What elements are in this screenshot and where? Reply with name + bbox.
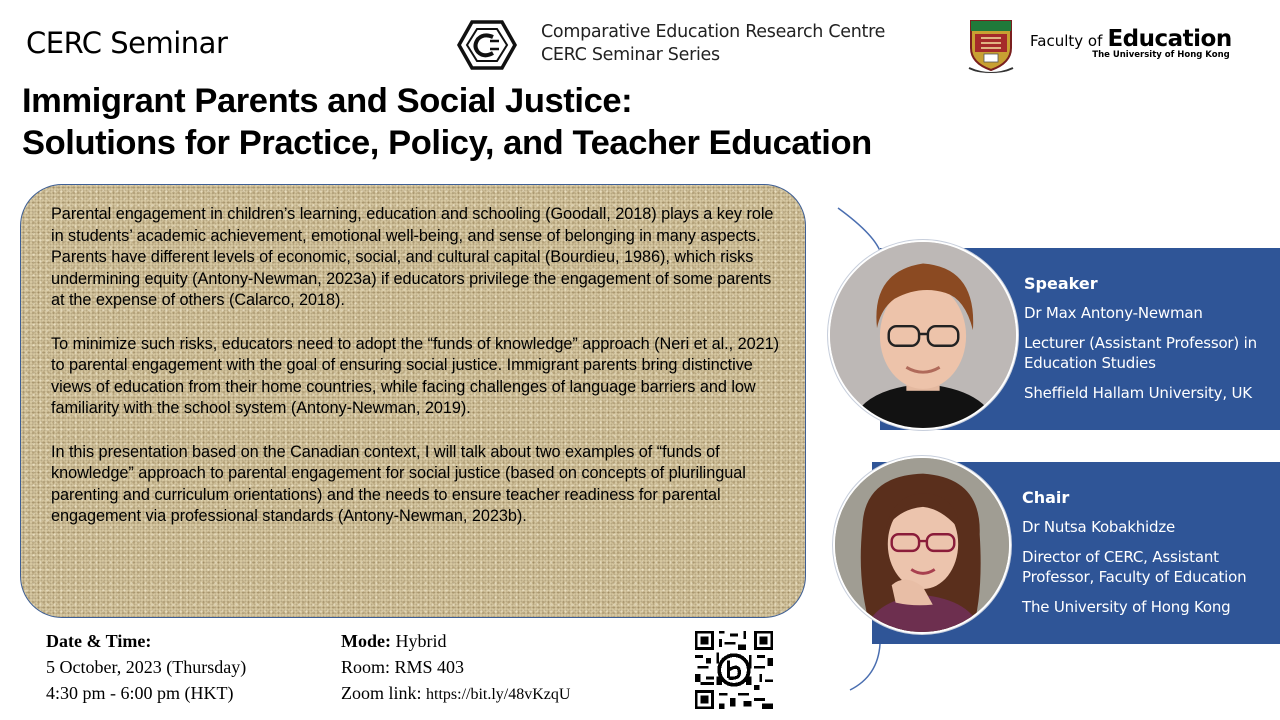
cerc-logo-icon [457, 20, 517, 70]
mode-label: Mode: [341, 631, 391, 651]
event-datetime [46, 628, 246, 706]
speaker-position: Lecturer (Assistant Professor) in Education Studies [1024, 334, 1257, 372]
chair-position: Director of CERC, Assistant Professor, Faculty of Education [1022, 548, 1247, 586]
org-line-1: Comparative Education Research Centre [541, 22, 886, 42]
speaker-role: Speaker [1024, 274, 1098, 293]
faculty-of-text: Faculty of [1030, 32, 1103, 50]
org-line-2: CERC Seminar Series [541, 45, 720, 65]
abstract-paragraph-3: In this presentation based on the Canadian context, I will talk about two examples of “funds of knowledge” approach to parental engagement for social justice (based on concepts of plurilingual parenting and curriculum orientations) and the needs to ensure teacher readiness for parental engagement via professional standards (Antony-Newman, 2023b). [51, 442, 746, 526]
chair-affiliation: The University of Hong Kong [1022, 598, 1231, 616]
speaker-affiliation: Sheffield Hallam University, UK [1024, 384, 1252, 402]
cerc-org-name [541, 21, 885, 67]
event-time: 4:30 pm - 6:00 pm (HKT) [46, 683, 234, 703]
datetime-label: Date & Time: [46, 631, 152, 651]
speaker-name: Dr Max Antony-Newman [1024, 304, 1203, 322]
zoom-link[interactable]: https://bit.ly/48vKzqU [426, 686, 571, 703]
page-title [22, 80, 872, 164]
mode-value: Hybrid [395, 631, 447, 651]
qr-code-icon[interactable] [695, 631, 773, 709]
faculty-logo [1030, 26, 1232, 60]
zoom-label: Zoom link: [341, 683, 422, 703]
abstract-paragraph-2: To minimize such risks, educators need to adopt the “funds of knowledge” approach (Neri et al., 2021) to parental engagement with the goal of ensuring social justice. Immigrant parents bring distinctive views of education from their home countries, while facing challenges of language barriers and low familiarity with the school system (Antony-Newman, 2019). [51, 334, 779, 418]
event-location [341, 628, 570, 708]
faculty-university-text: The University of Hong Kong [1092, 50, 1230, 60]
abstract-box [20, 184, 806, 618]
chair-role: Chair [1022, 488, 1070, 507]
event-room: Room: RMS 403 [341, 657, 465, 677]
hku-crest-icon [966, 18, 1016, 76]
seminar-label: CERC Seminar [26, 26, 228, 60]
chair-photo [833, 456, 1011, 634]
speaker-photo [828, 240, 1018, 430]
abstract-paragraph-1: Parental engagement in children’s learning, education and schooling (Goodall, 2018) plays a key role in students’ academic achievement, emotional well-being, and sense of belonging in many aspects. Parents have different levels of economic, social, and cultural capital (Bourdieu, 1986), which risks undermining equity (Antony-Newman, 2023a) if educators privilege the engagement of some parents at the expense of others (Calarco, 2018). [51, 205, 774, 310]
faculty-education-text: Education [1107, 26, 1232, 52]
title-line-2: Solutions for Practice, Policy, and Teacher Education [22, 124, 872, 162]
event-date: 5 October, 2023 (Thursday) [46, 657, 247, 677]
chair-name: Dr Nutsa Kobakhidze [1022, 518, 1176, 536]
title-line-1: Immigrant Parents and Social Justice: [22, 82, 633, 120]
